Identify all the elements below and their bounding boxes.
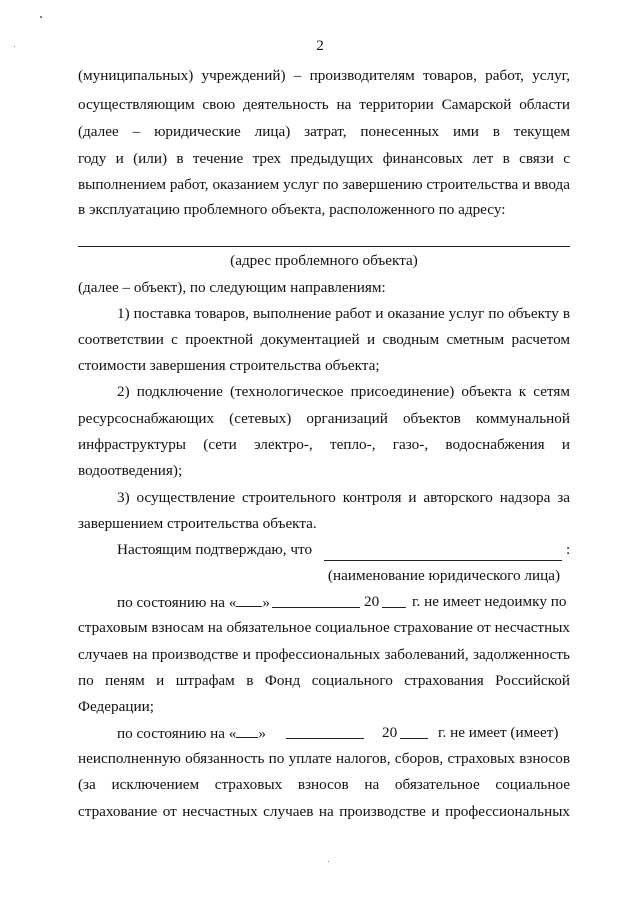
intro-line: году и (или) в течение трех предыдущих финансовых лет в связи с bbox=[78, 150, 570, 167]
state1-line: по пеням и штрафам в Фонд социального страхования Российской bbox=[78, 672, 570, 689]
state1-line: Федерации; bbox=[78, 698, 154, 715]
state2-prefix: по состоянию на « bbox=[117, 725, 237, 742]
item3-line: завершением строительства объекта. bbox=[78, 515, 317, 532]
state2-line: страхование от несчастных случаев на производстве и профессиональных bbox=[78, 803, 570, 820]
confirm-colon: : bbox=[566, 541, 571, 558]
intro-line: осуществляющим свою деятельность на территории Самарской области bbox=[78, 96, 570, 113]
scan-speck bbox=[328, 861, 329, 862]
state1-year: 20 bbox=[364, 593, 380, 610]
month-blank bbox=[272, 607, 360, 608]
item1-line: соответствии с проектной документацией и сводным сметным расчетом bbox=[78, 331, 570, 348]
state1-line: страховым взносам на обязательное социальное страхование от несчастных bbox=[78, 619, 570, 636]
state1-line: случаев на производстве и профессиональных заболеваний, задолженность bbox=[78, 646, 570, 663]
state2-date-line bbox=[117, 724, 266, 743]
year-blank bbox=[382, 607, 406, 608]
directions-line: (далее – объект), по следующим направлениям: bbox=[78, 279, 386, 296]
state2-mid: » bbox=[258, 725, 266, 742]
item2-line: водоотведения); bbox=[78, 462, 183, 479]
scan-speck bbox=[40, 16, 42, 18]
item2-line: ресурсоснабжающих (сетевых) организаций объектов коммунальной bbox=[78, 410, 570, 427]
state1-date-line bbox=[117, 593, 270, 612]
address-blank bbox=[78, 246, 570, 247]
intro-line: (далее – юридические лица) затрат, понесенных ими в текущем bbox=[78, 123, 570, 140]
state2-line: (за исключением страховых взносов на обязательное социальное bbox=[78, 776, 570, 793]
state1-suffix: г. не имеет недоимку по bbox=[412, 593, 567, 610]
page-number: 2 bbox=[316, 37, 324, 54]
confirm-text: Настоящим подтверждаю, что bbox=[117, 541, 313, 558]
intro-line: выполнением работ, оказанием услуг по завершению строительства и ввода bbox=[78, 176, 570, 193]
item2-line: 2) подключение (технологическое присоединение) объекта к сетям bbox=[117, 383, 570, 400]
day-blank bbox=[236, 724, 258, 738]
entity-caption: (наименование юридического лица) bbox=[327, 567, 561, 584]
day-blank bbox=[236, 593, 262, 607]
entity-blank bbox=[324, 560, 562, 561]
address-caption: (адрес проблемного объекта) bbox=[230, 252, 418, 269]
year-blank bbox=[400, 738, 428, 739]
item1-line: стоимости завершения строительства объекта; bbox=[78, 357, 380, 374]
state1-mid: » bbox=[262, 594, 270, 611]
item1-line: 1) поставка товаров, выполнение работ и оказание услуг по объекту в bbox=[117, 305, 570, 322]
month-blank bbox=[286, 738, 364, 739]
intro-line: в эксплуатацию проблемного объекта, расположенного по адресу: bbox=[78, 201, 506, 218]
item3-line: 3) осуществление строительного контроля и авторского надзора за bbox=[117, 489, 570, 506]
state2-suffix: г. не имеет (имеет) bbox=[438, 724, 559, 741]
scan-speck bbox=[14, 46, 15, 47]
state2-year: 20 bbox=[382, 724, 398, 741]
state1-prefix: по состоянию на « bbox=[117, 594, 237, 611]
state2-line: неисполненную обязанность по уплате налогов, сборов, страховых взносов bbox=[78, 750, 570, 767]
item2-line: инфраструктуры (сети электро-, тепло-, газо-, водоснабжения и bbox=[78, 436, 570, 453]
intro-line: (муниципальных) учреждений) – производителям товаров, работ, услуг, bbox=[78, 67, 570, 84]
